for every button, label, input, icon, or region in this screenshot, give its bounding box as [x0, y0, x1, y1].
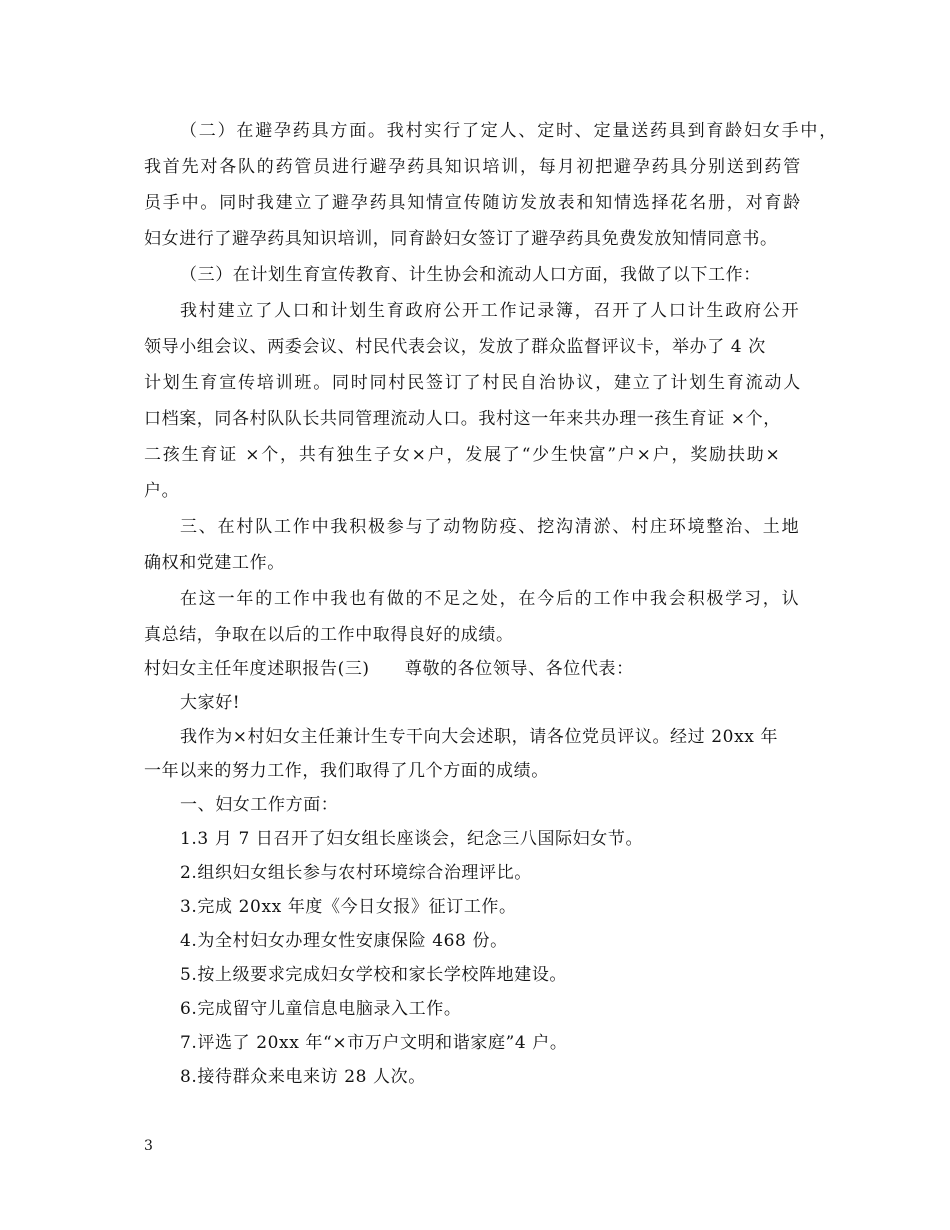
list-item: 8.接待群众来电来访 28 人次。 [180, 1067, 426, 1087]
list-item: 3.完成 20xx 年度《今日女报》征订工作。 [180, 897, 517, 917]
paragraph-line: 计划生育宣传培训班。同时同村民签订了村民自治协议，建立了计划生育流动人 [144, 373, 802, 393]
paragraph-line: （二）在避孕药具方面。我村实行了定人、定时、定量送药具到育龄妇女手中， [180, 121, 838, 141]
list-item: 4.为全村妇女办理女性安康保险 468 份。 [180, 931, 508, 951]
paragraph-line: 妇女进行了避孕药具知识培训，同育龄妇女签订了避孕药具免费发放知情同意书。 [144, 229, 778, 249]
page-number: 3 [144, 1138, 153, 1154]
paragraph-line: 户。 [144, 481, 180, 501]
paragraph-line: 我首先对各队的药管员进行避孕药具知识培训，每月初把避孕药具分别送到药管 [144, 157, 802, 177]
paragraph-line: 在这一年的工作中我也有做的不足之处，在今后的工作中我会积极学习，认 [180, 589, 801, 609]
section-heading: 一、妇女工作方面： [180, 795, 339, 815]
list-item: 6.完成留守儿童信息电脑录入工作。 [180, 999, 462, 1019]
list-item: 1.3 月 7 日召开了妇女组长座谈会，纪念三八国际妇女节。 [180, 829, 644, 849]
paragraph-line: 确权和党建工作。 [144, 553, 285, 573]
paragraph-line: 领导小组会议、两委会议、村民代表会议，发放了群众监督评议卡，举办了 4 次 [144, 337, 766, 357]
paragraph-line: 我作为×村妇女主任兼计生专干向大会述职，请各位党员评议。经过 20xx 年 [180, 727, 779, 747]
paragraph-line: 一年以来的努力工作，我们取得了几个方面的成绩。 [144, 761, 549, 781]
paragraph-line: 员手中。同时我建立了避孕药具知情宣传随访发放表和知情选择花名册，对育龄 [144, 193, 802, 213]
list-item: 5.按上级要求完成妇女学校和家长学校阵地建设。 [180, 965, 568, 985]
report-title: 村妇女主任年度述职报告(三) 尊敬的各位领导、各位代表： [144, 659, 634, 679]
paragraph-line: 我村建立了人口和计划生育政府公开工作记录簿，召开了人口计生政府公开 [180, 301, 801, 321]
paragraph-line: 真总结，争取在以后的工作中取得良好的成绩。 [144, 625, 514, 645]
paragraph-line: 二孩生育证 ×个，共有独生子女×户，发展了“少生快富”户×户，奖励扶助× [144, 445, 782, 465]
section-heading: （三）在计划生育宣传教育、计生协会和流动人口方面，我做了以下工作： [180, 265, 761, 285]
list-item: 2.组织妇女组长参与农村环境综合治理评比。 [180, 863, 532, 883]
paragraph-line: 口档案，同各村队队长共同管理流动人口。我村这一年来共办理一孩生育证 ×个， [144, 409, 781, 429]
greeting: 大家好! [180, 693, 241, 713]
list-item: 7.评选了 20xx 年“×市万户文明和谐家庭”4 户。 [180, 1033, 568, 1053]
paragraph-line: 三、在村队工作中我积极参与了动物防疫、挖沟清淤、村庄环境整治、土地 [180, 517, 801, 537]
